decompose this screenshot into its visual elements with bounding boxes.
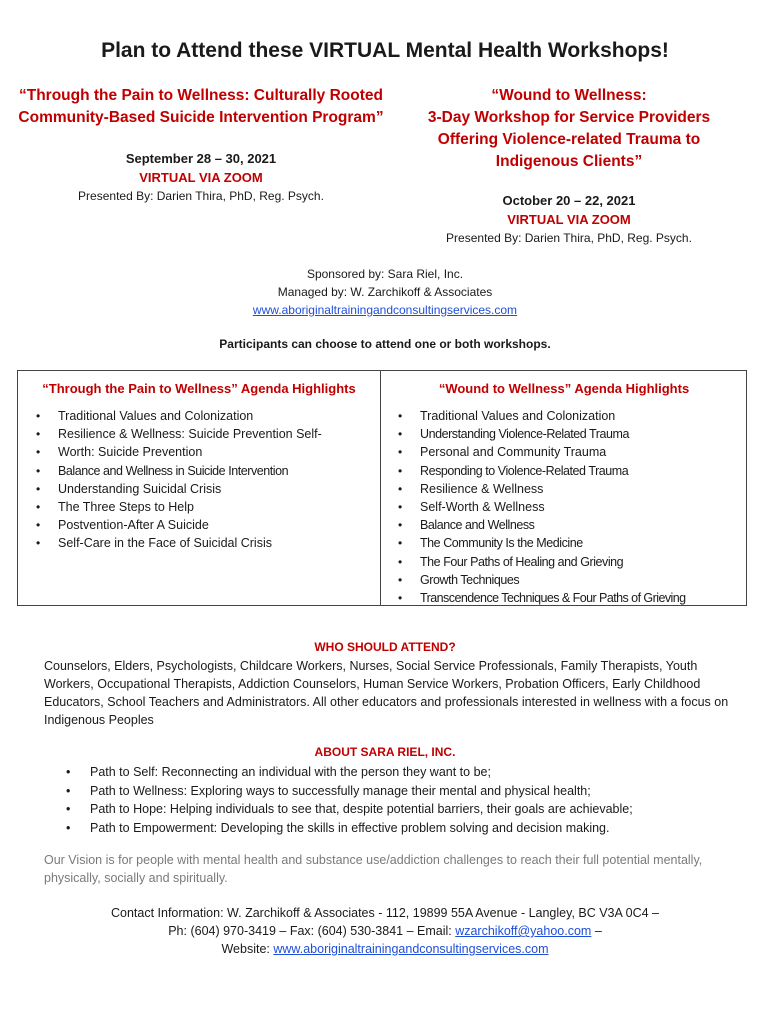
sponsor-block	[0, 265, 770, 319]
list-item: • Personal and Community Trauma	[390, 443, 686, 461]
about-list	[44, 763, 633, 837]
contact-phone-line	[0, 922, 770, 940]
vision-statement: Our Vision is for people with mental health and substance use/addiction challenges to reach their full potential mentally, physically, socially and spiritually.	[44, 853, 703, 885]
workshop-1-dates: September 28 – 30, 2021	[125, 151, 277, 166]
contact-phone-fax: Ph: (604) 970-3419 – Fax: (604) 530-3841 – Email:	[168, 924, 456, 938]
agenda-left-list	[28, 407, 322, 553]
agenda-divider	[380, 371, 381, 605]
workshop-2-title-line-4: Indigenous Clients”	[495, 153, 643, 170]
list-item: • Path to Empowerment: Developing the skills in effective problem solving and decision making.	[44, 819, 633, 838]
contact-address: Contact Information: W. Zarchikoff & Associates - 112, 19899 55A Avenue - Langley, BC V3A 0C4 –	[110, 906, 659, 920]
list-item: • Worth: Suicide Prevention	[28, 443, 322, 461]
list-item: • Path to Hope: Helping individuals to see that, despite potential barriers, their goals are achievable;	[44, 800, 633, 819]
workshop-2-title-line-2: 3-Day Workshop for Service Providers	[427, 109, 711, 126]
list-item: • Path to Self: Reconnecting an individual with the person they want to be;	[44, 763, 633, 782]
workshop-2-presenter: Presented By: Darien Thira, PhD, Reg. Psych.	[446, 231, 692, 245]
who-heading: WHO SHOULD ATTEND?	[314, 640, 456, 654]
list-item: • Resilience & Wellness	[390, 480, 686, 498]
workshop-2	[390, 85, 748, 248]
sponsor-website-link[interactable]: www.aboriginaltrainingandconsultingservices.com	[252, 303, 518, 317]
list-item: • Traditional Values and Colonization	[28, 407, 322, 425]
workshop-2-dates: October 20 – 22, 2021	[502, 193, 636, 208]
contact-email-link[interactable]: wzarchikoff@yahoo.com	[455, 924, 592, 938]
workshop-1-title-line-1: “Through the Pain to Wellness: Culturally Rooted	[19, 87, 383, 104]
list-item: • Self-Worth & Wellness	[390, 498, 686, 516]
participants-note: Participants can choose to attend one or both workshops.	[219, 337, 551, 351]
workshop-2-title-line-1: “Wound to Wellness:	[491, 87, 647, 104]
list-item: • Understanding Suicidal Crisis	[28, 480, 322, 498]
contact-email-suffix: –	[591, 924, 602, 938]
list-item: • The Four Paths of Healing and Grieving	[390, 553, 686, 571]
agenda-right-list	[390, 407, 686, 607]
agenda-right-heading: “Wound to Wellness” Agenda Highlights	[438, 381, 690, 396]
list-item: • Postvention-After A Suicide	[28, 516, 322, 534]
list-item: • Transcendence Techniques & Four Paths of Grieving	[390, 589, 686, 607]
workshop-1-format: VIRTUAL VIA ZOOM	[139, 170, 263, 185]
list-item: • The Three Steps to Help	[28, 498, 322, 516]
agenda-table	[17, 370, 747, 606]
managed-by: Managed by: W. Zarchikoff & Associates	[277, 285, 493, 299]
list-item: • Self-Care in the Face of Suicidal Crisis	[28, 534, 322, 552]
who-body: Counselors, Elders, Psychologists, Childcare Workers, Nurses, Social Service Professionals, Family Therapists, Youth Workers, Occupational Therapists, Addiction Counselors, Human Service Workers, Probation Officers, Early Childhood Educators, School Teachers and Administrators. All other educators and professionals interested in wellness with a focus on Indigenous Peoples	[44, 659, 729, 727]
contact-website-line	[0, 940, 770, 958]
agenda-left-heading: “Through the Pain to Wellness” Agenda Highlights	[42, 381, 356, 396]
list-item: • Resilience & Wellness: Suicide Prevention Self-	[28, 425, 322, 443]
workshop-1-title-line-2: Community-Based Suicide Intervention Program”	[18, 109, 384, 126]
list-item: • Understanding Violence-Related Trauma	[390, 425, 686, 443]
list-item: • Path to Wellness: Exploring ways to successfully manage their mental and physical health;	[44, 782, 633, 801]
list-item: • Balance and Wellness	[390, 516, 686, 534]
contact-website-link[interactable]: www.aboriginaltrainingandconsultingservices.com	[273, 942, 549, 956]
workshop-1	[10, 85, 392, 206]
contact-info	[0, 904, 770, 958]
list-item: • Responding to Violence-Related Trauma	[390, 462, 686, 480]
contact-website-label: Website:	[221, 942, 274, 956]
about-heading: ABOUT SARA RIEL, INC.	[314, 745, 456, 759]
workshop-2-format: VIRTUAL VIA ZOOM	[507, 212, 631, 227]
sponsored-by: Sponsored by: Sara Riel, Inc.	[306, 267, 464, 281]
workshop-1-presenter: Presented By: Darien Thira, PhD, Reg. Psych.	[78, 189, 324, 203]
list-item: • Traditional Values and Colonization	[390, 407, 686, 425]
list-item: • Growth Techniques	[390, 571, 686, 589]
workshop-2-title-line-3: Offering Violence-related Trauma to	[437, 131, 701, 148]
list-item: • The Community Is the Medicine	[390, 534, 686, 552]
list-item: • Balance and Wellness in Suicide Intervention	[28, 462, 322, 480]
page-title: Plan to Attend these VIRTUAL Mental Health Workshops!	[101, 39, 669, 62]
